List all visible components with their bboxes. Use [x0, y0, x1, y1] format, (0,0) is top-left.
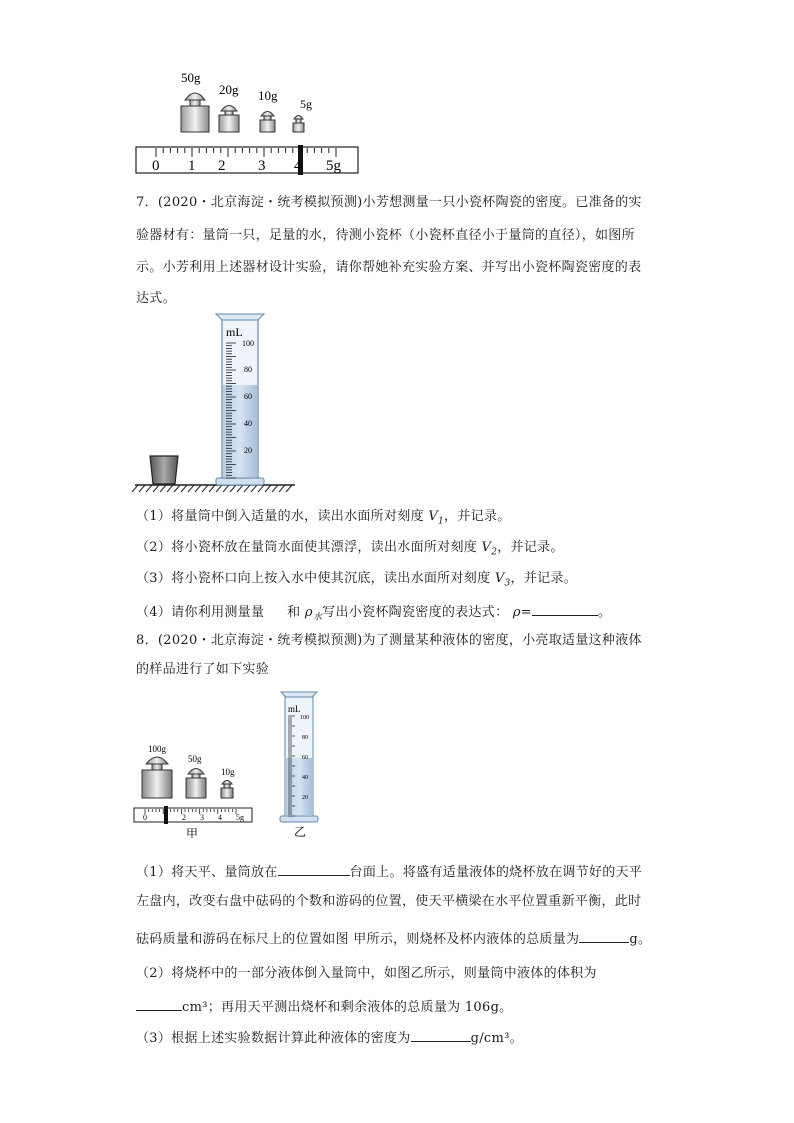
ruler-tick-5g: 5g — [326, 158, 341, 174]
q8-weight-label-100g: 100g — [148, 744, 166, 754]
q7-cyl-tick-40: 40 — [244, 419, 252, 428]
q7-number: 7． — [136, 195, 158, 210]
ground-hatch-line — [279, 485, 285, 492]
q7-step-2: （2）将小瓷杯放在量筒水面使其漂浮，读出水面所对刻度 $V_2$，并记录。 — [136, 540, 564, 558]
q8-weight-label-10g: 10g — [221, 767, 235, 777]
ground-hatch-line — [272, 485, 278, 492]
q8-cylinder-water — [286, 758, 312, 815]
weight-50g — [181, 93, 209, 132]
q8-blank-density[interactable] — [411, 1028, 471, 1042]
weight-label-10g: 10g — [258, 88, 278, 103]
q8-cyl-tick-40: 40 — [302, 775, 308, 781]
ground-hatch-line — [251, 485, 257, 492]
ground-hatch-line — [230, 485, 236, 492]
label-jia: 甲 — [186, 827, 199, 838]
ruler-tick-1: 1 — [188, 158, 196, 174]
ground-hatch-line — [216, 485, 222, 492]
ground-hatch-line — [146, 485, 152, 492]
q8-blank-surface[interactable] — [278, 862, 350, 876]
q8-cylinder-unit: mL — [288, 704, 301, 714]
q8-blank-mass[interactable] — [579, 929, 629, 943]
q7-step-1: （1）将量筒中倒入适量的水，读出水面所对刻度 $V_1$，并记录。 — [136, 509, 511, 527]
weight-label-20g: 20g — [219, 82, 239, 97]
q7-cylinder-unit: mL — [226, 325, 243, 339]
ruler-tick-3: 3 — [258, 158, 266, 174]
q7-cyl-tick-20: 20 — [244, 446, 252, 455]
weight-10g — [260, 112, 275, 133]
q8-cyl-tick-80: 80 — [302, 735, 308, 741]
ground-hatch-line — [167, 485, 173, 492]
q7-source: (2020・北京海淀・统考模拟预测) — [157, 195, 363, 210]
q8-figure — [130, 688, 330, 838]
ground-hatch-line — [132, 485, 138, 492]
weight-20g — [219, 106, 239, 133]
ground-hatch-line — [244, 485, 250, 492]
q8-weight-label-50g: 50g — [188, 754, 202, 764]
ground-hatch-line — [153, 485, 159, 492]
q8-source: (2020・北京海淀・统考模拟预测) — [157, 633, 363, 648]
ground-hatch-line — [265, 485, 271, 492]
q7-line-2: 验器材有：量筒一只，足量的水，待测小瓷杯（小瓷杯直径小于量筒的直径），如图所 — [136, 228, 635, 243]
q8-ruler-tick-0: 0 — [143, 813, 147, 822]
q8-part-1-line-2: 左盘内，改变右盘中砝码的个数和游码的位置，使天平横梁在水平位置重新平衡，此时 — [136, 894, 642, 909]
q8-ruler-frame — [134, 808, 252, 822]
ground-hatch-line — [202, 485, 208, 492]
q7-figure — [130, 308, 300, 493]
q8-cyl-tick-60: 60 — [302, 755, 308, 761]
weight-100g — [142, 757, 172, 798]
q7-cyl-tick-80: 80 — [244, 365, 252, 374]
q8-stem-1: 为了测量某种液体的密度，小亮取适量这种液体 — [362, 633, 642, 648]
q8-part-2-line-1: （2）将烧杯中的一部分液体倒入量筒中，如图乙所示，则量筒中液体的体积为 — [136, 966, 597, 981]
weight-5g — [293, 116, 304, 133]
q8-part-1-line-1: （1）将天平、量筒放在 台面上。将盛有适量液体的烧杯放在调节好的天平 — [136, 862, 642, 881]
weight-50g — [186, 769, 206, 799]
q8-cyl-tick-20: 20 — [302, 795, 308, 801]
weight-10g — [221, 781, 233, 799]
q8-part-3: （3）根据上述实验数据计算此种液体的密度为 g/cm³。 — [136, 1028, 523, 1047]
top-balance-figure — [130, 60, 370, 180]
ground-hatch-line — [188, 485, 194, 492]
q8-ruler-tick-5g: 5g — [236, 813, 244, 822]
q7-cyl-tick-60: 60 — [244, 392, 252, 401]
q7-cyl-tick-100: 100 — [242, 339, 254, 348]
porcelain-cup — [150, 456, 178, 484]
ground-hatch-line — [174, 485, 180, 492]
ruler-tick-2: 2 — [218, 158, 226, 174]
q8-line-1 — [136, 633, 642, 649]
ground-hatch-line — [139, 485, 145, 492]
q8-ruler-tick-3: 3 — [200, 813, 204, 822]
q7-answer-blank[interactable] — [532, 602, 598, 616]
ruler-tick-4: 4 — [294, 158, 302, 174]
ground-hatch-line — [223, 485, 229, 492]
q8-cylinder-base — [280, 816, 318, 822]
q8-ruler-tick-2: 2 — [182, 813, 186, 822]
q7-stem-1: 小芳想测量一只小瓷杯陶瓷的密度。已准备的实 — [362, 195, 642, 210]
ground-hatch-line — [237, 485, 243, 492]
q8-part-1-line-3: 砝码质量和游码在标尺上的位置如图 甲所示，则烧杯及杯内液体的总质量为 g。 — [136, 929, 651, 948]
q7-step-4: （4）请你利用测量量 和 $\rho_水$写出小瓷杯陶瓷密度的表达式： ρ= 。 — [136, 602, 611, 626]
q8-ruler-tick-4: 4 — [218, 813, 222, 822]
q8-cyl-tick-100: 100 — [300, 715, 309, 721]
ground-hatch-line — [181, 485, 187, 492]
ruler-frame — [136, 147, 358, 173]
q7-step-3: （3）将小瓷杯口向上按入水中使其沉底，读出水面所对刻度 $V_3$，并记录。 — [136, 571, 578, 589]
ruler-tick-0: 0 — [152, 158, 160, 174]
q8-number: 8． — [136, 633, 158, 648]
q8-ruler-tick-1: 1 — [163, 813, 167, 822]
ground-hatch-line — [286, 485, 292, 492]
q8-part-2-line-2: cm³；再用天平测出烧杯和剩余液体的总质量为 106g。 — [136, 997, 513, 1016]
ground-hatch-line — [209, 485, 215, 492]
q7-line-1 — [136, 195, 642, 211]
cylinder-base — [216, 478, 264, 485]
weight-label-50g: 50g — [181, 70, 201, 85]
ground-hatch-line — [258, 485, 264, 492]
ground-hatch-line — [195, 485, 201, 492]
ground-hatch-line — [160, 485, 166, 492]
q7-line-4: 达式。 — [136, 291, 176, 306]
label-yi: 乙 — [294, 825, 307, 838]
q8-line-2: 的样品进行了如下实验 — [136, 662, 270, 677]
q8-blank-volume[interactable] — [136, 997, 182, 1011]
weight-label-5g: 5g — [300, 97, 312, 111]
q7-line-3: 示。小芳利用上述器材设计实验，请你帮她补充实验方案、并写出小瓷杯陶瓷密度的表 — [136, 260, 642, 275]
